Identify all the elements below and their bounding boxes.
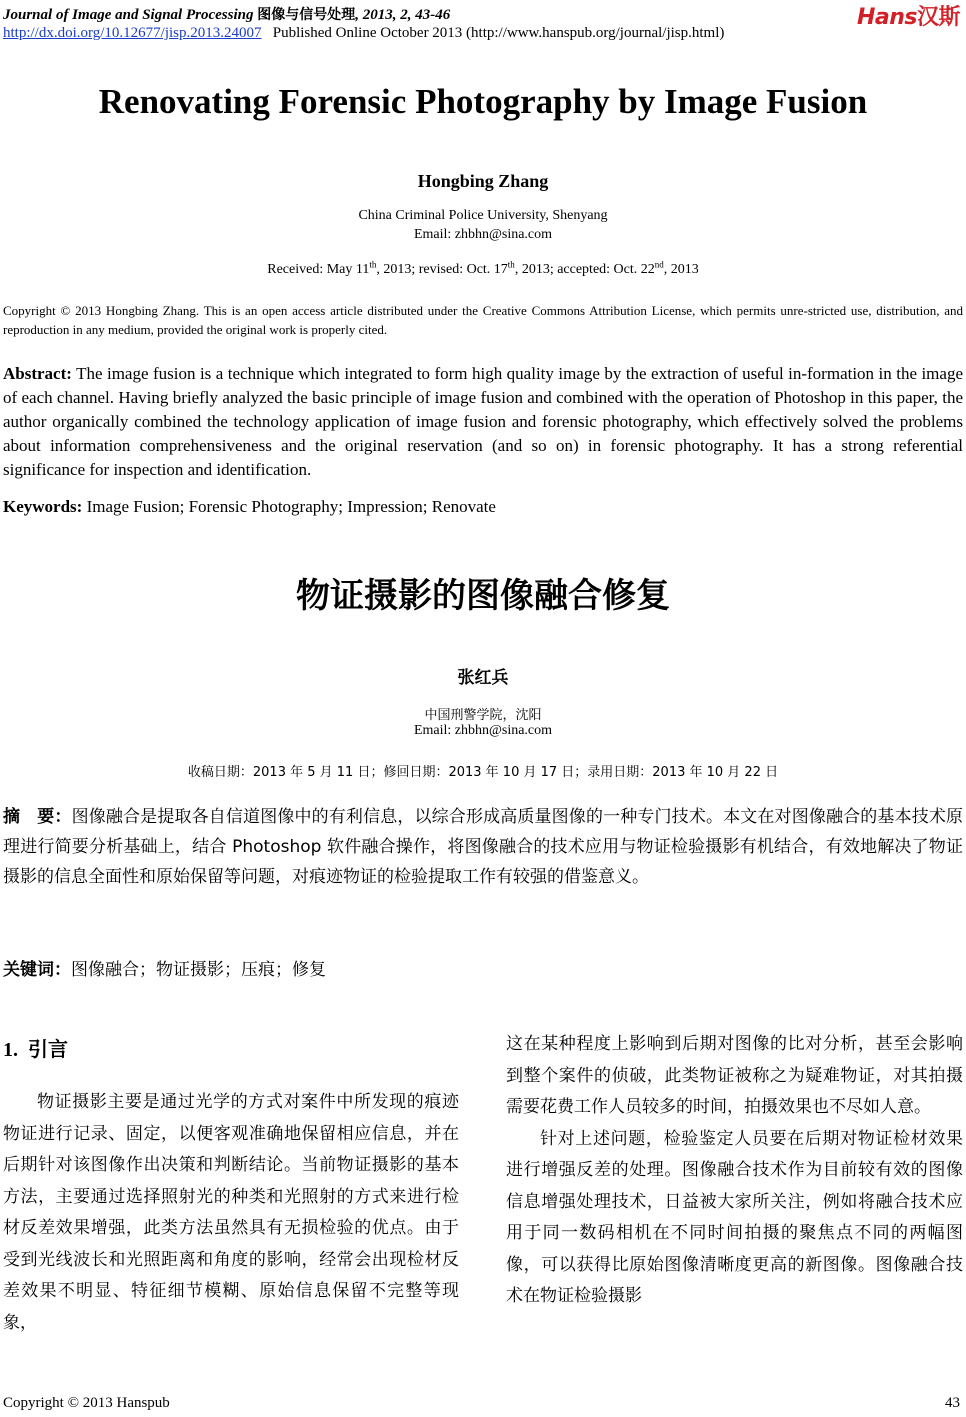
section-heading [3, 1033, 68, 1062]
revised-sup: th [507, 259, 515, 270]
logo-en: Hans [856, 5, 917, 30]
author-email: Email: zhbhn@sina.com [413, 227, 553, 242]
keywords-text: Image Fusion; Forensic Photography; Impression; Renovate [86, 497, 496, 516]
journal-issue: , 2013, 2, 43-46 [355, 7, 451, 23]
abstract-text-cn: 图像融合是提取各自信道图像中的有利信息，以综合形成高质量图像的一种专门技术。本文在对图像融合的基本技术原理进行简要分析基础上，结合 Photoshop 软件融合操作，将图像融合的技术应用与物证检验摄影有机结合，有效地解决了物证摄影的信息全面性和原始保留等问题，对痕迹物证的检验提取工作有较强的借鉴意义。 [3, 807, 964, 887]
abstract-label: Abstract: [3, 364, 72, 383]
abstract-label-cn: 摘 要： [3, 807, 72, 827]
abstract-text: The image fusion is a technique which integrated to form high quality image by the extraction of useful in-formation in the image of each channel. Having briefly analyzed the basic principle of image fusion and combined with the operation of Photoshop in this paper, the author organically combined the technology application of image fusion and forensic photography, which effectively solved the problems about information comprehensiveness and the original reservation (and so on) in forensic photography. It has a strong referential significance for inspection and identification. [3, 364, 963, 479]
section-title: 引言 [28, 1037, 68, 1061]
abstract-en [3, 362, 963, 482]
published-online: Published Online October 2013 (http://www.hanspub.org/journal/jisp.html) [272, 25, 725, 41]
author-email-cn: Email: zhbhn@sina.com [413, 723, 553, 738]
affiliation: China Criminal Police University, Shenyang [358, 208, 608, 223]
paragraph: 物证摄影主要是通过光学的方式对案件中所发现的痕迹物证进行记录、固定，以便客观准确地保留相应信息，并在后期针对该图像作出决策和判断结论。当前物证摄影的基本方法，主要通过选择照射光的种类和光照射的方式来进行检材反差效果增强，此类方法虽然具有无损检验的优点。由于受到光线波长和光照距离和角度的影响，经常会出现检材反差效果不明显、特征细节模糊、原始信息保留不完整等现象， [3, 1092, 459, 1333]
accepted-year: , 2013 [663, 262, 699, 277]
affiliation-cn: 中国刑警学院，沈阳 [424, 708, 542, 723]
paragraph: 针对上述问题，检验鉴定人员要在后期对物证检材效果进行增强反差的处理。图像融合技术作为目前较有效的图像信息增强处理技术，日益被大家所关注，例如将融合技术应用于同一数码相机在不同时间拍摄的聚焦点不同的两幅图像，可以获得比原始图像清晰度更高的新图像。图像融合技术在物证检验摄影 [506, 1128, 963, 1306]
keywords-text-cn: 图像融合；物证摄影；压痕；修复 [71, 960, 326, 980]
author-name: Hongbing Zhang [417, 171, 549, 191]
received-sup: th [369, 259, 377, 270]
section-number: 1. [3, 1039, 18, 1061]
hans-logo [857, 0, 960, 31]
accepted-sup: nd [654, 259, 664, 270]
journal-name-cn: 图像与信号处理 [257, 7, 356, 23]
keywords-cn [3, 955, 326, 980]
journal-name: Journal of Image and Signal Processing [3, 7, 254, 23]
received-date: Received: May 11 [267, 262, 370, 277]
doi-link[interactable]: http://dx.doi.org/10.12677/jisp.2013.24007 [3, 25, 262, 41]
page-number: 43 [945, 1395, 960, 1411]
accepted-date: , 2013; accepted: Oct. 22 [514, 262, 655, 277]
journal-header [3, 4, 450, 24]
paper-title-cn: 物证摄影的图像融合修复 [296, 576, 670, 616]
author-name-cn: 张红兵 [457, 668, 509, 688]
keywords-label: Keywords: [3, 497, 83, 516]
paragraph: 这在某种程度上影响到后期对图像的比对分析，甚至会影响到整个案件的侦破，此类物证被称之为疑难物证，对其拍摄需要花费工作人员较多的时间，拍摄效果也不尽如人意。 [506, 1034, 963, 1117]
keywords-label-cn: 关键词： [3, 960, 71, 980]
doi-row [3, 25, 724, 42]
dates-line-cn: 收稿日期：2013 年 5 月 11 日；修回日期：2013 年 10 月 17 日；录用日期：2013 年 10 月 22 日 [187, 765, 779, 780]
abstract-cn [3, 802, 963, 892]
keywords-en [3, 497, 496, 517]
footer-copyright: Copyright © 2013 Hanspub [3, 1395, 170, 1411]
revised-date: , 2013; revised: Oct. 17 [376, 262, 508, 277]
logo-cn: 汉斯 [916, 5, 960, 30]
body-column-right [506, 1029, 963, 1313]
dates-line [0, 259, 966, 278]
copyright-notice: Copyright © 2013 Hongbing Zhang. This is an open access article distributed under the Creative Commons Attribution License, which permits unre-stricted use, distribution, and reproduction in any medium, provided the original work is properly cited. [3, 303, 963, 337]
body-column-left [3, 1087, 459, 1339]
paper-title: Renovating Forensic Photography by Image Fusion [98, 82, 868, 121]
